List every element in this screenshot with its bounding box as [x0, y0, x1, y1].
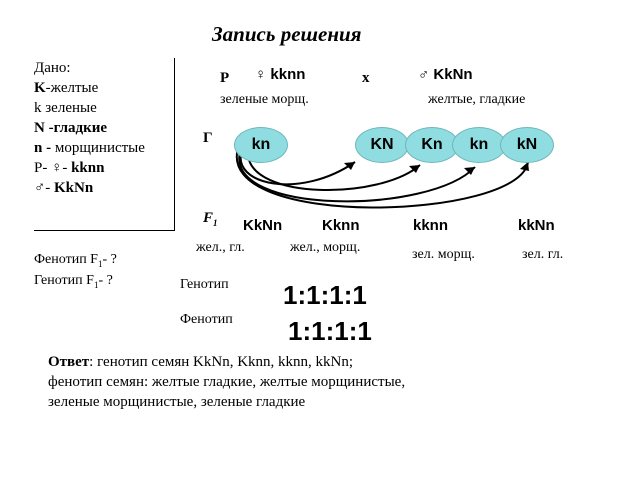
given-n-upper: N -гладкие	[34, 120, 108, 136]
male-phenotype: желтые, гладкие	[428, 92, 526, 107]
phenotype-ratio: 1:1:1:1	[288, 316, 372, 346]
answer-line-3: зеленые морщинистые, зеленые гладкие	[48, 394, 306, 410]
page-title: Запись решения	[212, 22, 362, 46]
offspring-kkNn: kkNn	[518, 217, 555, 234]
phenotype-kknn: зел. морщ.	[412, 247, 475, 262]
given-k-upper: K-желтые	[34, 80, 99, 96]
gamete-female-kn: kn	[234, 127, 288, 163]
given-k-lower: k зеленые	[34, 100, 97, 116]
f1-label: $F_1$	[203, 210, 218, 228]
genotype-ratio: 1:1:1:1	[283, 280, 367, 310]
question-genotype: Генотип $F_1-$ ?	[34, 273, 113, 290]
offspring-kknn: kknn	[413, 217, 449, 234]
given-parent-male: ♂- KkNn	[34, 180, 94, 196]
gamete-label: Г	[203, 130, 213, 146]
phenotype-Kknn: жел., морщ.	[290, 240, 361, 255]
genotype-label: Генотип	[180, 277, 229, 292]
arrowhead-kN	[520, 162, 529, 171]
male-parent: ♂ KkNn	[418, 66, 473, 83]
phenotype-KkNn: жел., гл.	[196, 240, 245, 255]
answer-label: Ответ	[48, 354, 90, 370]
gamete-male-kn: kn	[452, 127, 506, 163]
female-parent: ♀ kknn	[255, 66, 306, 83]
answer-line-2: фенотип семян: желтые гладкие, желтые морщинистые,	[48, 374, 406, 390]
answer-block	[48, 352, 468, 412]
question-phenotype: Фенотип $F_1-$ ?	[34, 252, 117, 269]
given-heading: Дано:	[34, 60, 71, 76]
gamete-male-KN: KN	[355, 127, 409, 163]
answer-line-1: : генотип семян KkNn, Kknn, kknn, kkNn;	[89, 354, 354, 370]
offspring-KkNn: KkNn	[243, 217, 283, 234]
given-parent-female: P- ♀- kknn	[34, 160, 105, 176]
phenotype-label: Фенотип	[180, 312, 233, 327]
cross-sign: x	[362, 70, 370, 86]
female-phenotype: зеленые морщ.	[220, 92, 309, 107]
gamete-male-Kn: Kn	[405, 127, 459, 163]
p-label: Р	[220, 70, 230, 86]
phenotype-kkNn: зел. гл.	[522, 247, 564, 262]
given-n-lower: n - морщинистые	[34, 140, 145, 156]
gamete-male-kN: kN	[500, 127, 554, 163]
offspring-Kknn: Kknn	[322, 217, 360, 234]
